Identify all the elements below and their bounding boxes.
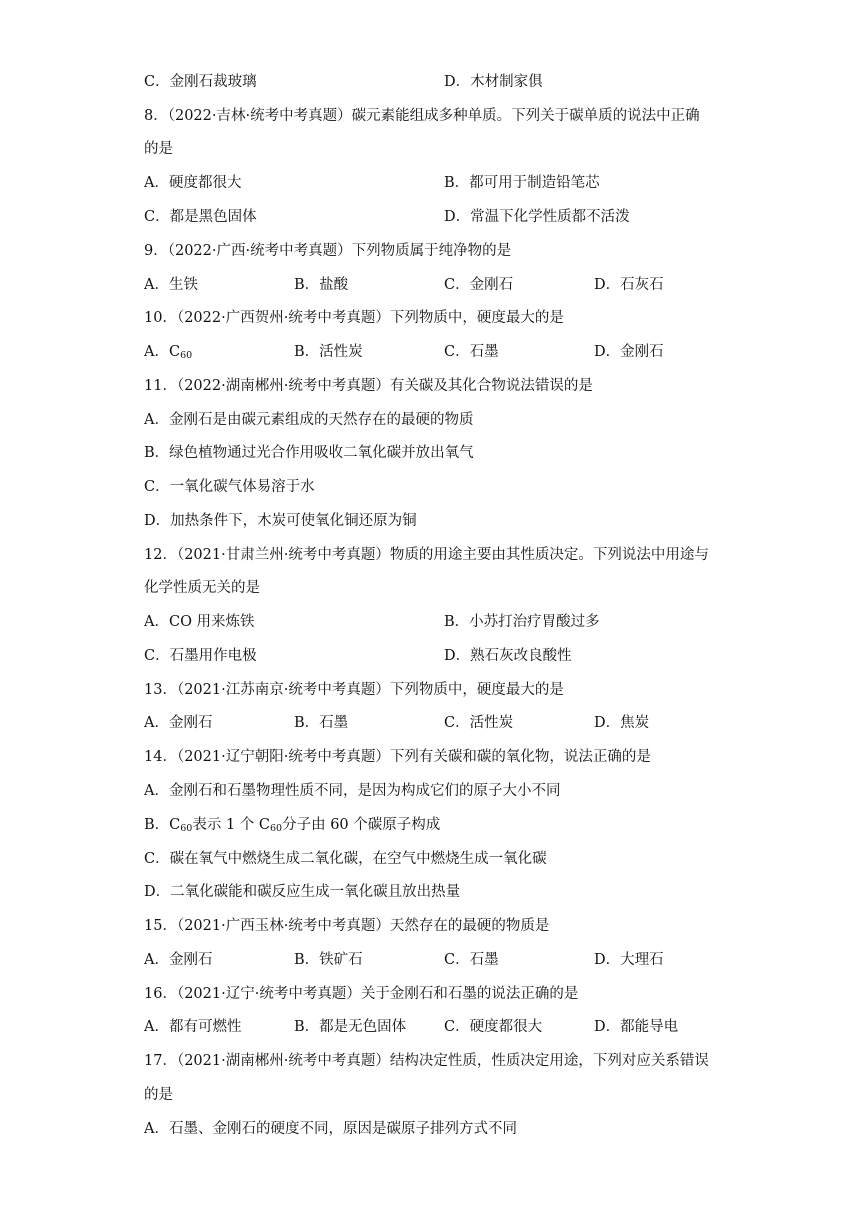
q7-option-c: C．金刚石裁玻璃: [144, 74, 257, 90]
q9-stem: 9．（2022·广西·统考中考真题）下列物质属于纯净物的是: [144, 243, 512, 259]
q16-option-b: B．都是无色固体: [294, 1019, 407, 1035]
q14-option-b-subscript1: 60: [180, 823, 193, 834]
q8-option-d: D．常温下化学性质都不活泼: [444, 209, 630, 225]
q14-option-b-text1: B．C: [144, 817, 181, 833]
q17-stem-line2: 的是: [144, 1087, 173, 1103]
q10-option-a-subscript: 60: [180, 350, 193, 361]
q8-option-a: A．硬度都很大: [144, 175, 242, 191]
q14-stem: 14．（2021·辽宁朝阳·统考中考真题）下列有关碳和碳的氧化物，说法正确的是: [144, 749, 651, 765]
q11-option-b: B．绿色植物通过光合作用吸收二氧化碳并放出氧气: [144, 445, 474, 461]
q12-option-a: A．CO 用来炼铁: [144, 614, 255, 630]
q11-stem: 11．（2022·湖南郴州·统考中考真题）有关碳及其化合物说法错误的是: [144, 378, 593, 394]
q12-option-c: C．石墨用作电极: [144, 648, 257, 664]
q10-option-b: B．活性炭: [294, 344, 363, 360]
q9-option-c: C．金刚石: [444, 277, 514, 293]
q12-stem-line1: 12．（2021·甘肃兰州·统考中考真题）物质的用途主要由其性质决定。下列说法中用途与: [144, 547, 709, 563]
q9-option-a: A．生铁: [144, 277, 198, 293]
q10-option-a-text: A．C: [144, 344, 181, 360]
q13-option-a: A．金刚石: [144, 715, 213, 731]
q8-stem-line1: 8．（2022·吉林·统考中考真题）碳元素能组成多种单质。下列关于碳单质的说法中正确: [144, 108, 700, 124]
q7-option-d: D．木材制家俱: [444, 74, 543, 90]
q8-option-b: B．都可用于制造铅笔芯: [444, 175, 600, 191]
q13-option-b: B．石墨: [294, 715, 349, 731]
q13-stem: 13．（2021·江苏南京·统考中考真题）下列物质中，硬度最大的是: [144, 682, 564, 698]
q10-option-c: C．石墨: [444, 344, 499, 360]
q12-option-b: B．小苏打治疗胃酸过多: [444, 614, 600, 630]
q9-option-b: B．盐酸: [294, 277, 349, 293]
q8-stem-line2: 的是: [144, 141, 173, 157]
q8-option-c: C．都是黑色固体: [144, 209, 257, 225]
q13-option-d: D．焦炭: [594, 715, 650, 731]
q11-option-d: D．加热条件下，木炭可使氧化铜还原为铜: [144, 513, 417, 529]
q17-option-a: A．石墨、金刚石的硬度不同，原因是碳原子排列方式不同: [144, 1121, 517, 1137]
q14-option-b-text3: 分子由 60 个碳原子构成: [282, 817, 441, 833]
q10-option-a: [144, 342, 192, 362]
q15-option-b: B．铁矿石: [294, 952, 363, 968]
q15-option-a: A．金刚石: [144, 952, 213, 968]
q14-option-a: A．金刚石和石墨物理性质不同，是因为构成它们的原子大小不同: [144, 783, 561, 799]
q14-option-b: [144, 815, 440, 835]
q16-option-d: D．都能导电: [594, 1019, 679, 1035]
q12-stem-line2: 化学性质无关的是: [144, 580, 260, 596]
q16-option-c: C．硬度都很大: [444, 1019, 543, 1035]
q14-option-c: C．碳在氧气中燃烧生成二氧化碳，在空气中燃烧生成一氧化碳: [144, 851, 547, 867]
q11-option-c: C．一氧化碳气体易溶于水: [144, 479, 315, 495]
q14-option-d: D．二氧化碳能和碳反应生成一氧化碳且放出热量: [144, 884, 461, 900]
q11-option-a: A．金刚石是由碳元素组成的天然存在的最硬的物质: [144, 412, 474, 428]
q10-option-d: D．金刚石: [594, 344, 664, 360]
q14-option-b-text2: 表示 1 个 C: [192, 817, 270, 833]
q15-option-d: D．大理石: [594, 952, 664, 968]
q16-stem: 16．（2021·辽宁·统考中考真题）关于金刚石和石墨的说法正确的是: [144, 986, 579, 1002]
q17-stem-line1: 17．（2021·湖南郴州·统考中考真题）结构决定性质，性质决定用途，下列对应关系错误: [144, 1053, 709, 1069]
q16-option-a: A．都有可燃性: [144, 1019, 242, 1035]
q13-option-c: C．活性炭: [444, 715, 514, 731]
q15-stem: 15．（2021·广西玉林·统考中考真题）天然存在的最硬的物质是: [144, 918, 550, 934]
q9-option-d: D．石灰石: [594, 277, 664, 293]
q12-option-d: D．熟石灰改良酸性: [444, 648, 572, 664]
q15-option-c: C．石墨: [444, 952, 499, 968]
q10-stem: 10．（2022·广西贺州·统考中考真题）下列物质中，硬度最大的是: [144, 310, 564, 326]
q14-option-b-subscript2: 60: [270, 823, 283, 834]
